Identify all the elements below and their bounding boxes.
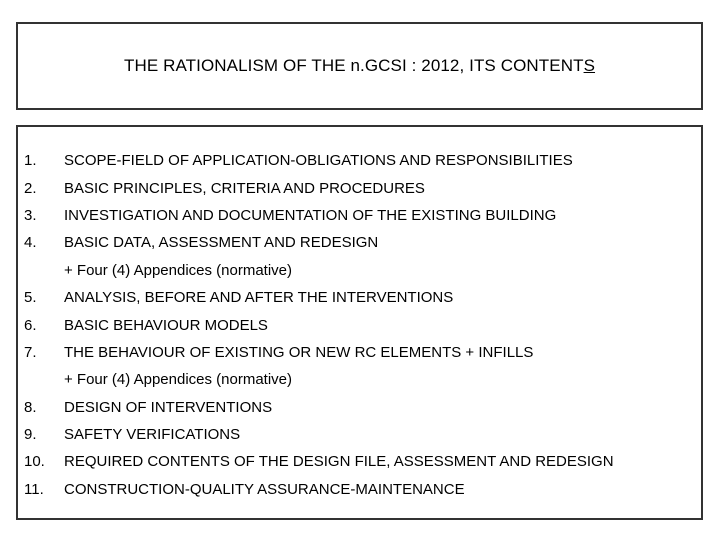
page-title bbox=[124, 56, 595, 76]
list-item bbox=[24, 229, 694, 256]
contents-list bbox=[24, 147, 694, 503]
item-number: 4. bbox=[24, 234, 37, 252]
title-box bbox=[16, 22, 703, 110]
item-label: ANALYSIS, BEFORE AND AFTER THE INTERVENTIONS bbox=[64, 289, 454, 307]
item-number: 7. bbox=[24, 343, 37, 361]
list-item bbox=[24, 394, 694, 421]
item-label: DESIGN OF INTERVENTIONS bbox=[64, 398, 273, 416]
item-number: 6. bbox=[24, 316, 37, 334]
list-item bbox=[24, 448, 694, 475]
list-item bbox=[24, 284, 694, 311]
item-number: 8. bbox=[24, 398, 37, 416]
list-item bbox=[24, 174, 694, 201]
item-label: BASIC PRINCIPLES, CRITERIA AND PROCEDURES bbox=[64, 179, 425, 197]
item-number: 1. bbox=[24, 152, 37, 170]
list-item-note bbox=[24, 257, 694, 284]
item-number: 10. bbox=[24, 453, 45, 471]
list-item bbox=[24, 311, 694, 338]
title-main: THE RATIONALISM OF THE n.GCSI : 2012, ITS CONTENT bbox=[123, 56, 584, 75]
item-label: + Four (4) Appendices (normative) bbox=[64, 371, 293, 389]
list-item bbox=[24, 421, 694, 448]
item-label: BASIC BEHAVIOUR MODELS bbox=[64, 316, 268, 334]
item-label: + Four (4) Appendices (normative) bbox=[64, 261, 293, 279]
item-label: SAFETY VERIFICATIONS bbox=[64, 426, 241, 444]
list-item-note bbox=[24, 366, 694, 393]
item-label: SCOPE-FIELD OF APPLICATION-OBLIGATIONS AND RESPONSIBILITIES bbox=[64, 152, 573, 170]
list-item bbox=[24, 147, 694, 174]
item-number: 2. bbox=[24, 179, 37, 197]
title-last-letter: S bbox=[583, 56, 596, 75]
list-item bbox=[24, 202, 694, 229]
item-label: CONSTRUCTION-QUALITY ASSURANCE-MAINTENANCE bbox=[64, 480, 465, 498]
list-item bbox=[24, 339, 694, 366]
item-label: THE BEHAVIOUR OF EXISTING OR NEW RC ELEMENTS + INFILLS bbox=[64, 343, 534, 361]
item-number: 11. bbox=[24, 480, 44, 498]
item-number: 3. bbox=[24, 206, 37, 224]
item-number: 9. bbox=[24, 426, 37, 444]
list-item bbox=[24, 476, 694, 503]
item-number: 5. bbox=[24, 289, 37, 307]
contents-box bbox=[16, 125, 703, 520]
item-label: REQUIRED CONTENTS OF THE DESIGN FILE, ASSESSMENT AND REDESIGN bbox=[64, 453, 614, 471]
item-label: BASIC DATA, ASSESSMENT AND REDESIGN bbox=[64, 234, 379, 252]
item-label: INVESTIGATION AND DOCUMENTATION OF THE EXISTING BUILDING bbox=[64, 206, 557, 224]
